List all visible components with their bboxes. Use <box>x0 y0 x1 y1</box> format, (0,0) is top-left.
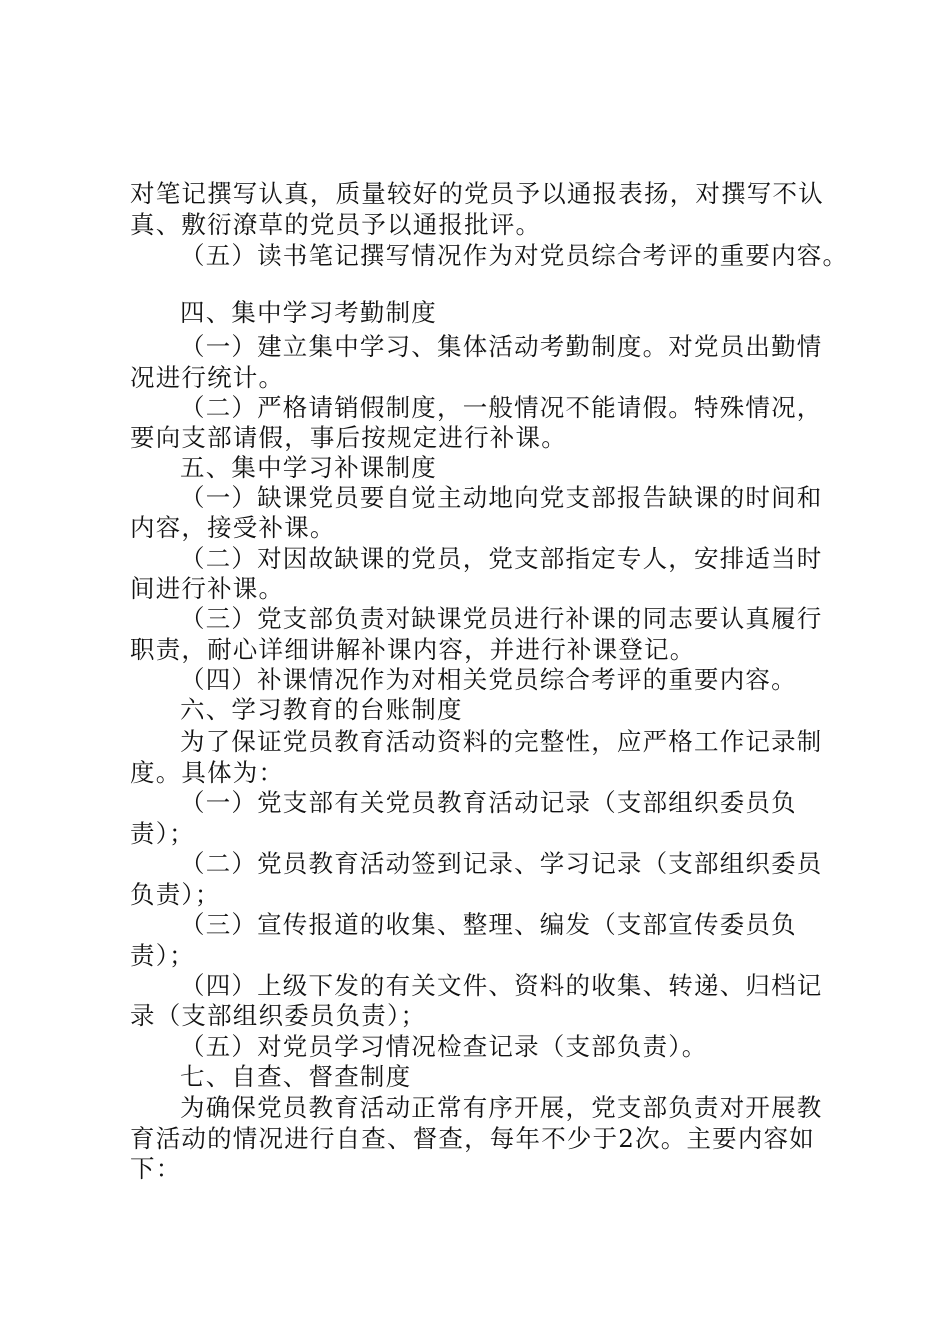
text-line: （一）缺课党员要自觉主动地向党支部报告缺课的时间和 <box>180 483 823 512</box>
section-heading: 六、学习教育的台账制度 <box>180 695 463 724</box>
text-line: 度。具体为： <box>130 758 285 787</box>
text-line: （五）读书笔记撰写情况作为对党员综合考评的重要内容。 <box>180 241 849 270</box>
text-line: 况进行统计。 <box>130 363 285 392</box>
text-line: 责）； <box>130 941 195 970</box>
text-line: （四）补课情况作为对相关党员综合考评的重要内容。 <box>180 665 797 694</box>
text-line: （二）严格请销假制度，一般情况不能请假。特殊情况， <box>180 393 823 422</box>
text-line: （一）党支部有关党员教育活动记录（支部组织委员负 <box>180 788 797 817</box>
text-line: 为了保证党员教育活动资料的完整性，应严格工作记录制 <box>180 727 823 756</box>
text-line: 责）； <box>130 819 195 848</box>
text-line: （二）对因故缺课的党员，党支部指定专人，安排适当时 <box>180 544 823 573</box>
text-line: 育活动的情况进行自查、督查，每年不少于2次。主要内容如 <box>130 1124 815 1153</box>
text-line: 职责，耐心详细讲解补课内容，并进行补课登记。 <box>130 635 696 664</box>
text-line: （一）建立集中学习、集体活动考勤制度。对党员出勤情 <box>180 332 823 361</box>
text-line: （三）党支部负责对缺课党员进行补课的同志要认真履行 <box>180 604 823 633</box>
text-line: 要向支部请假，事后按规定进行补课。 <box>130 423 567 452</box>
text-line: 间进行补课。 <box>130 574 285 603</box>
text-line: （三）宣传报道的收集、整理、编发（支部宣传委员负 <box>180 910 797 939</box>
text-line: 录（支部组织委员负责）； <box>130 1001 427 1030</box>
section-heading: 五、集中学习补课制度 <box>180 453 437 482</box>
section-heading: 四、集中学习考勤制度 <box>180 298 437 327</box>
text-line: 为确保党员教育活动正常有序开展，党支部负责对开展教 <box>180 1093 823 1122</box>
text-line: 真、敷衍潦草的党员予以通报批评。 <box>130 210 542 239</box>
text-line: 内容，接受补课。 <box>130 513 336 542</box>
text-line: 对笔记撰写认真，质量较好的党员予以通报表扬，对撰写不认 <box>130 179 824 208</box>
section-heading: 七、自查、督查制度 <box>180 1062 412 1091</box>
text-line: （二）党员教育活动签到记录、学习记录（支部组织委员 <box>180 849 823 878</box>
text-line: （四）上级下发的有关文件、资料的收集、转递、归档记 <box>180 971 823 1000</box>
text-line: （五）对党员学习情况检查记录（支部负责）。 <box>180 1032 708 1061</box>
text-line: 下： <box>130 1154 182 1183</box>
text-line: 负责）； <box>130 880 221 909</box>
